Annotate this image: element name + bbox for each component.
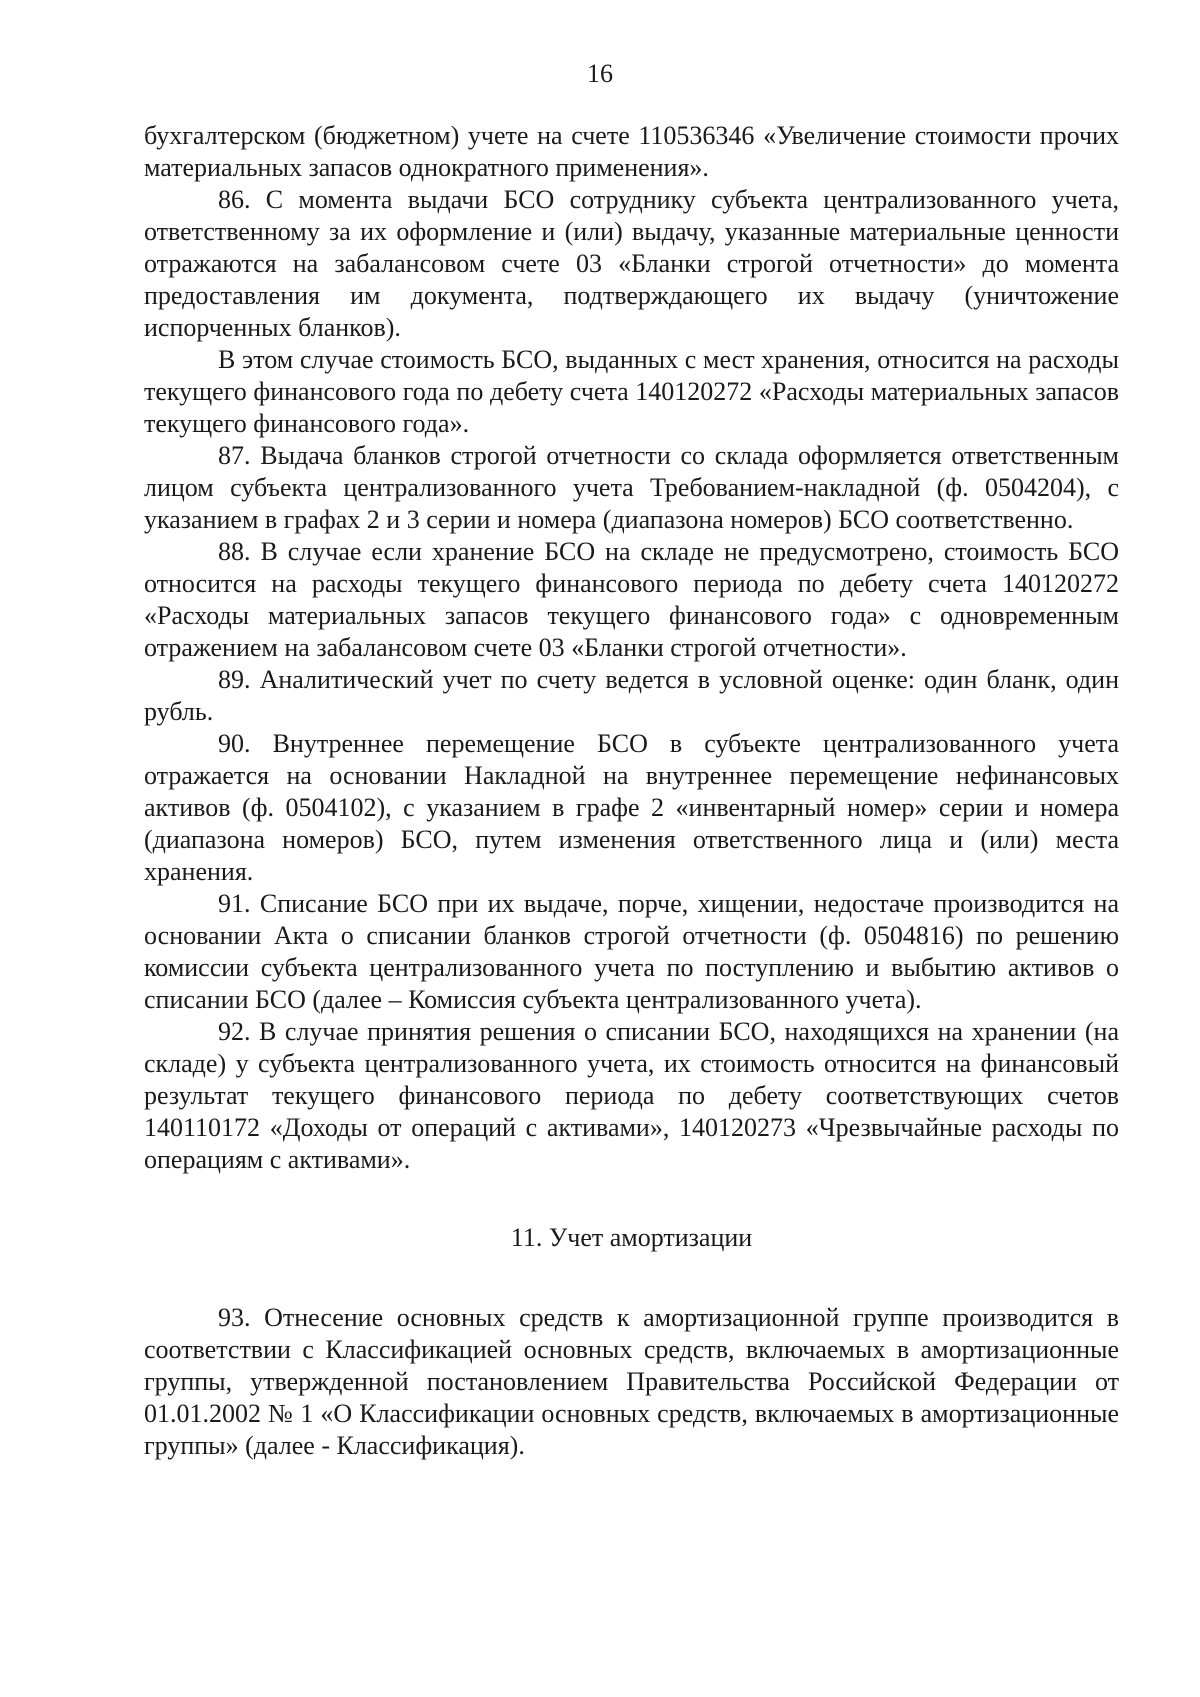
section-heading: 11. Учет амортизации <box>510 1223 753 1252</box>
page-number: 16 <box>587 59 613 88</box>
paragraph-continuation: бухгалтерском (бюджетном) учете на счете 110536346 «Увеличение стоимости прочих материальных запасов однократного применения». <box>144 121 1119 182</box>
paragraph-87: 87. Выдача бланков строгой отчетности со склада оформляется ответственным лицом субъекта централизованного учета Требованием-накладной (ф. 0504204), с указанием в графах 2 и 3 серии и номера (диапазона номеров) БСО соответственно. <box>144 441 1119 534</box>
paragraph-86: 86. С момента выдачи БСО сотруднику субъекта централизованного учета, ответственному за их оформление и (или) выдачу, указанные материальные ценности отражаются на забалансовом счете 03 «Бланки строгой отчетности» до момента предоставления им документа, подтверждающего их выдачу (уничтожение испорченных бланков). <box>144 185 1119 342</box>
paragraph-93: 93. Отнесение основных средств к амортизационной группе производится в соответствии с Классификацией основных средств, включаемых в амортизационные группы, утвержденной постановлением Правительства Российской Федерации от 01.01.2002 № 1 «О Классификации основных средств, включаемых в амортизационные группы» (далее - Классификация). <box>144 1303 1119 1460</box>
paragraph-90: 90. Внутреннее перемещение БСО в субъекте централизованного учета отражается на основании Накладной на внутреннее перемещение нефинансовых активов (ф. 0504102), с указанием в графе 2 «инвентарный номер» серии и номера (диапазона номеров) БСО, путем изменения ответственного лица и (или) места хранения. <box>144 729 1119 886</box>
paragraph-89: 89. Аналитический учет по счету ведется в условной оценке: один бланк, один рубль. <box>144 665 1119 726</box>
paragraph-88: 88. В случае если хранение БСО на складе не предусмотрено, стоимость БСО относится на расходы текущего финансового периода по дебету счета 140120272 «Расходы материальных запасов текущего финансового года» с одновременным отражением на забалансовом счете 03 «Бланки строгой отчетности». <box>144 537 1119 662</box>
paragraph-86-cost: В этом случае стоимость БСО, выданных с мест хранения, относится на расходы текущего финансового года по дебету счета 140120272 «Расходы материальных запасов текущего финансового года». <box>144 345 1119 438</box>
paragraph-91: 91. Списание БСО при их выдаче, порче, хищении, недостаче производится на основании Акта о списании бланков строгой отчетности (ф. 0504816) по решению комиссии субъекта централизованного учета по поступлению и выбытию активов о списании БСО (далее – Комиссия субъекта централизованного учета). <box>144 889 1119 1014</box>
document-body <box>144 120 1119 1462</box>
paragraph-92: 92. В случае принятия решения о списании БСО, находящихся на хранении (на складе) у субъекта централизованного учета, их стоимость относится на финансовый результат текущего финансового периода по дебету соответствующих счетов 140110172 «Доходы от операций с активами», 140120273 «Чрезвычайные расходы по операциям с активами». <box>144 1017 1119 1174</box>
